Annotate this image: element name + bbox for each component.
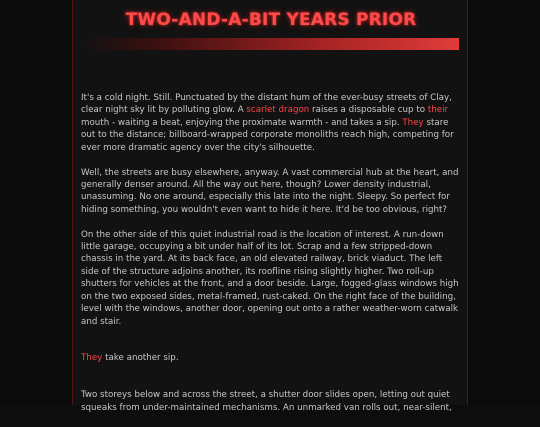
page-title: TWO-AND-A-BIT YEARS PRIOR [125,10,417,30]
story-body [81,92,461,427]
paragraph-5: Two storeys below and across the street, a shutter door slides open, letting out quiet squeaks from under-maintained mechanisms. An unmarked van rolls out, near-silent, [81,390,452,413]
highlight-scarlet-dragon: scarlet dragon [246,105,310,116]
highlight-their: their [427,105,449,116]
paragraph-1-text-b: raises a disposable cup to [309,105,428,116]
highlight-they: They [402,117,424,128]
paragraph-1 [81,92,461,154]
paragraph-4 [81,352,461,364]
paragraph-1-text-d: stare out to the distance; billboard-wrapped corporate monoliths reach high, competing for ever more dramatic agency over the city's silhouette. [81,117,454,153]
paragraph-1-text-c: mouth - waiting a beat, enjoying the proximate warmth - and takes a sip. [81,117,403,128]
paragraph-3: On the other side of this quiet industrial road is the location of interest. A run-down little garage, occupying a bit under half of its lot. Scrap and a few stripped-down chassis in the yard. At its back face, an old elevated railway, brick viaduct. The left side of the structure adjoins another, its roofline rising slightly higher. Two roll-up shutters for vehicles at the front, and a door beside. Large, fogged-glass windows high on the two exposed sides, metal-framed, rust-caked. On the right face of the building, level with the windows, another door, opening out onto a rather weather-worn catwalk and stair. [81,229,459,327]
paragraph-2: Well, the streets are busy elsewhere, anyway. A vast commercial hub at the heart, and generally denser around. All the way out here, though? Lower density industrial, unassuming. No one around, especially this late into the night. Sleepy. So perfect for hiding something, you wouldn't even want to hide it here. It'd be too obvious, right? [81,167,459,215]
paragraph-4-text: take another sip. [102,353,179,364]
story-panel [72,0,468,413]
title-gradient-bar [81,38,459,50]
paragraph-1-text-a: It's a cold night. Still. Punctuated by the distant hum of the ever-busy streets of Clay, clear night sky lit by polluting glow. A [81,93,452,116]
highlight-they-2: They [81,353,103,364]
